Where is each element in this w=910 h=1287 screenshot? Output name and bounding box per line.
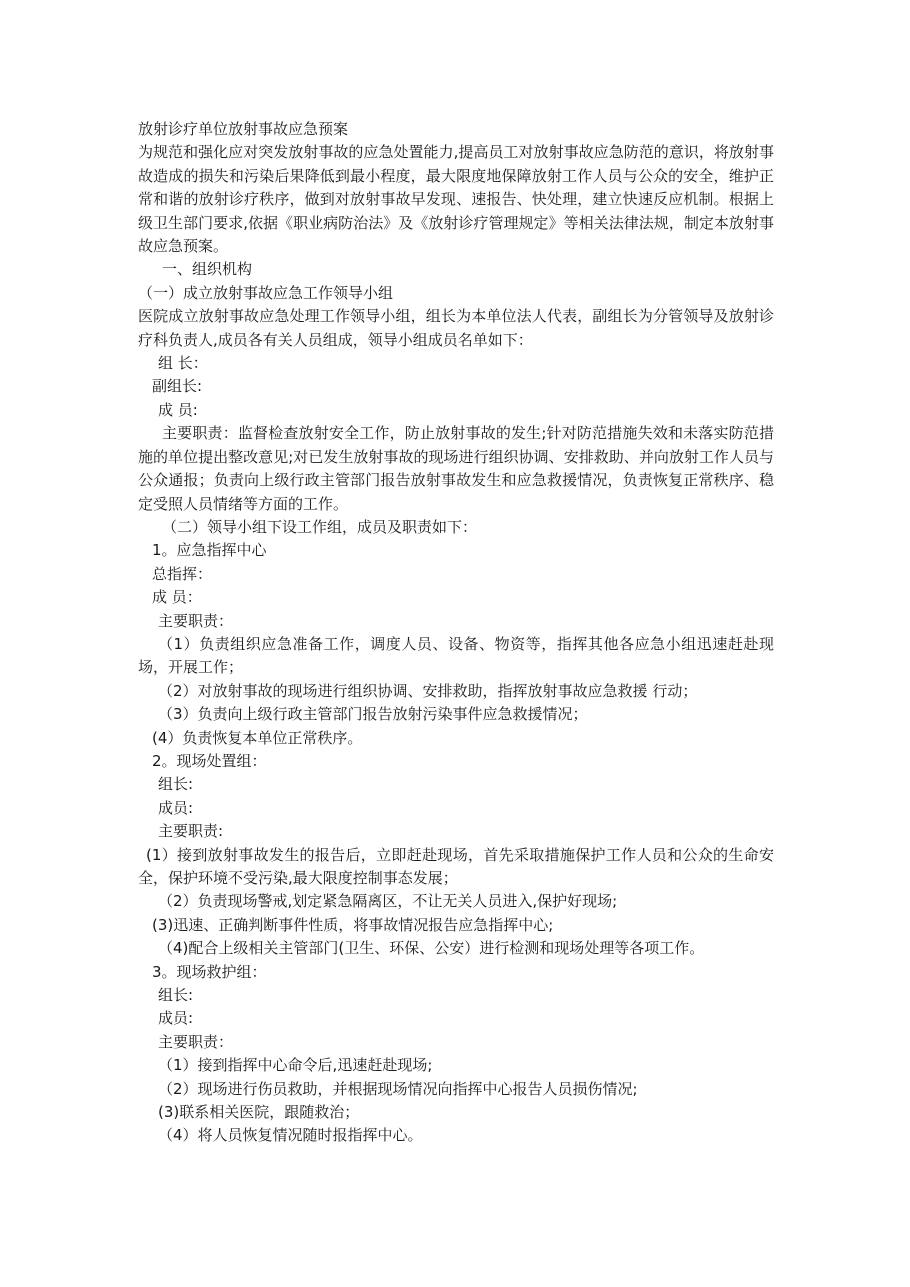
rescue-duty-item: （4）将人员恢复情况随时报指挥中心。 [158, 1126, 423, 1145]
command-members-line: 成 员： [152, 588, 202, 607]
document-body [138, 118, 774, 1148]
leader-line: 组 长： [158, 354, 208, 373]
members-line: 成 员: [158, 400, 198, 419]
command-duty-item: (4）负责恢复本单位正常秩序。 [152, 728, 363, 747]
document-title: 放射诊疗单位放射事故应急预案 [138, 120, 349, 138]
command-duty-item: （2）对放射事故的现场进行组织协调、安排救助，指挥放射事故应急救援 行动； [158, 681, 698, 700]
rescue-duty-item: （2）现场进行伤员救助，并根据现场情况向指挥中心报告人员损伤情况; [158, 1079, 638, 1098]
onsite-duty-item: （2）负责现场警戒,划定紧急隔离区，不让无关人员进入,保护好现场; [158, 892, 618, 911]
subsection-heading-leadership-group: （一）成立放射事故应急工作领导小组 [138, 283, 394, 302]
leadership-group-paragraph: 医院成立放射事故应急处理工作领导小组，组长为本单位法人代表，副组长为分管领导及放射诊疗科负责人,成员各有关人员组成，领导小组成员名单如下： [138, 307, 774, 349]
onsite-duty-item: （4)配合上级相关主管部门(卫生、环保、公安）进行检测和现场处理等各项工作。 [158, 939, 705, 958]
rescue-duties-label: 主要职责： [158, 1032, 234, 1051]
onsite-duty-item: (1）接到放射事故发生的报告后，立即赶赴现场，首先采取措施保护工作人员和公众的生命安全，保护环境不受污染,最大限度控制事态发展； [138, 845, 774, 887]
group-heading-rescue: 3。现场救护组： [152, 962, 267, 981]
rescue-leader-line: 组长: [158, 986, 194, 1005]
leadership-duties-paragraph: 主要职责：监督检查放射安全工作，防止放射事故的发生;针对防范措施失效和未落实防范措施的单位提出整改意见;对已发生放射事故的现场进行组织协调、安排救助、并向放射工作人员与公众通报；负责向上级行政主管部门报告放射事故发生和应急救援情况，负责恢复正常秩序、稳定受照人员情绪等方面的工作。 [138, 424, 774, 513]
subsection-heading-working-groups: （二）领导小组下设工作组，成员及职责如下： [162, 517, 478, 536]
onsite-members-line: 成员: [158, 798, 194, 817]
group-heading-command-center: 1。应急指挥中心 [152, 541, 267, 560]
rescue-duty-item: （1）接到指挥中心命令后,迅速赶赴现场; [158, 1056, 433, 1075]
command-duty-item: （1）负责组织应急准备工作，调度人员、设备、物资等，指挥其他各应急小组迅速赶赴现场，开展工作； [138, 634, 774, 677]
section-heading-organization: 一、组织机构 [162, 260, 253, 279]
rescue-duty-item: (3)联系相关医院，跟随救治； [158, 1103, 360, 1122]
onsite-duties-label: 主要职责: [158, 822, 224, 841]
command-duty-item: （3）负责向上级行政主管部门报告放射污染事件应急救援情况； [158, 705, 588, 724]
intro-paragraph: 为规范和强化应对突发放射事故的应急处置能力,提高员工对放射事故应急防范的意识，将放射事故造成的损失和污染后果降低到最小程度，最大限度地保障放射工作人员与公众的安全，维护正常和谐的放射诊疗秩序，做到对放射事故早发现、速报告、快处理，建立快速反应机制。根据上级卫生部门要求,依据《职业病防治法》及《放射诊疗管理规定》等相关法律法规，制定本放射事故应急预案。 [138, 143, 774, 256]
deputy-leader-line: 副组长: [152, 377, 203, 396]
onsite-leader-line: 组长: [158, 775, 194, 794]
onsite-duty-item: (3)迅速、正确判断事件性质，将事故情况报告应急指挥中心; [152, 915, 554, 934]
command-duties-label: 主要职责： [158, 611, 234, 630]
commander-line: 总指挥： [152, 564, 213, 583]
group-heading-onsite-handling: 2。现场处置组： [152, 751, 267, 770]
rescue-members-line: 成员: [158, 1009, 194, 1028]
